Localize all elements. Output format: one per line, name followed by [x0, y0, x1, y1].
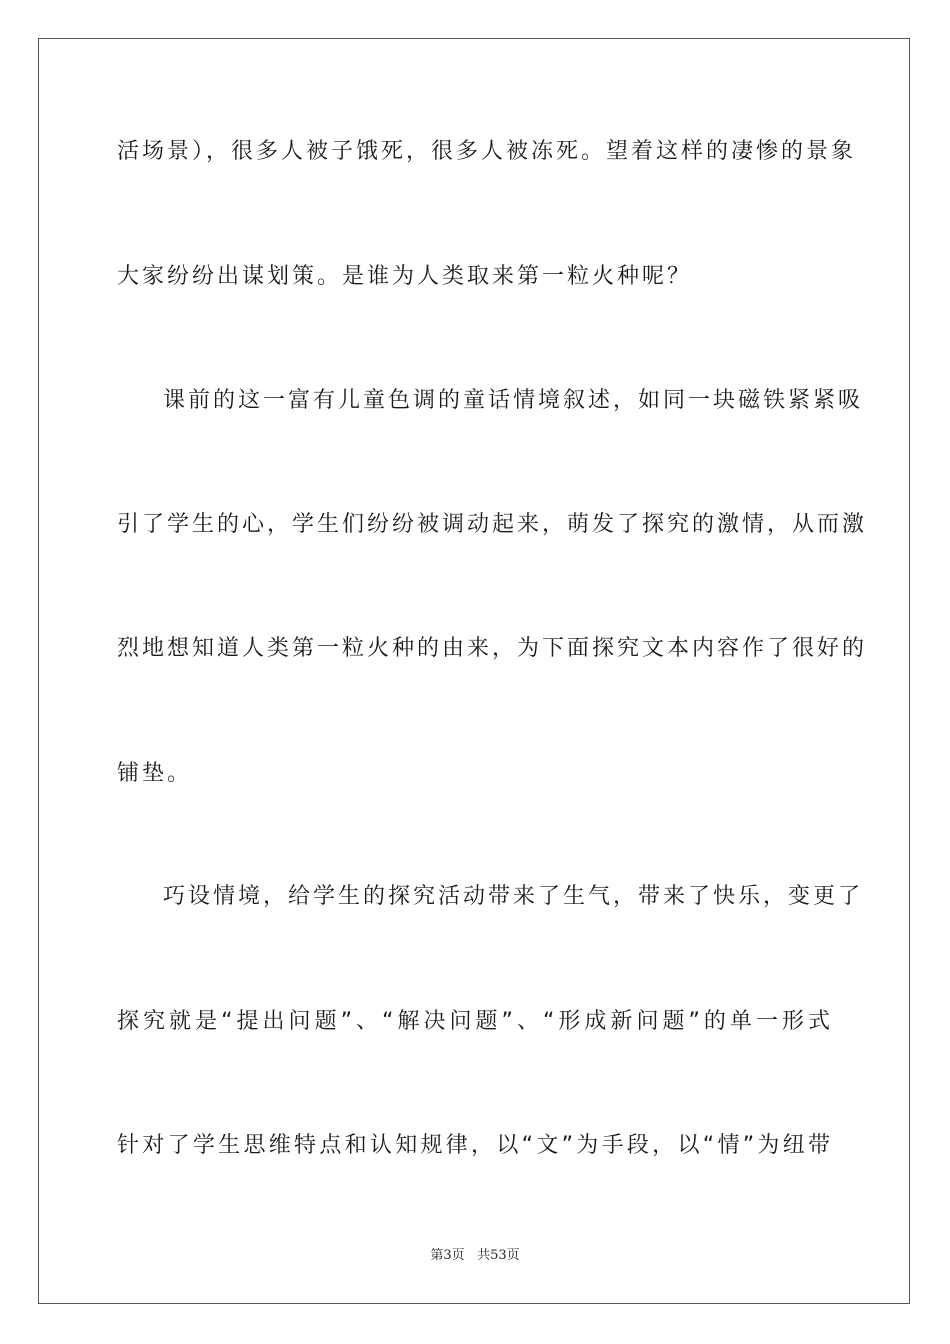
paragraph-line: 引了学生的心，学生们纷纷被调动起来，萌发了探究的激情，从而激	[117, 512, 868, 537]
paragraph-line: 活场景），很多人被子饿死，很多人被冻死。望着这样的凄惨的景象	[117, 139, 857, 164]
paragraph-line: 铺垫。	[117, 761, 193, 786]
paragraph-line: 巧设情境，给学生的探究活动带来了生气，带来了快乐，变更了	[163, 884, 864, 909]
paragraph-line: 大家纷纷出谋划策。是谁为人类取来第一粒火种呢？	[117, 264, 693, 289]
paragraph-line: 探究就是“提出问题”、“解决问题”、“形成新问题”的单一形式	[117, 1009, 833, 1034]
page-footer	[0, 1247, 950, 1265]
paragraph-line: 针对了学生思维特点和认知规律，以“文”为手段，以“情”为纽带	[117, 1133, 833, 1158]
paragraph-line: 烈地想知道人类第一粒火种的由来，为下面探究文本内容作了很好的	[117, 636, 868, 661]
page-frame	[38, 38, 910, 1304]
page-total: 共53页	[477, 1248, 520, 1263]
page-number: 第3页	[430, 1248, 465, 1263]
paragraph-line: 课前的这一富有儿童色调的童话情境叙述，如同一块磁铁紧紧吸	[163, 388, 864, 413]
